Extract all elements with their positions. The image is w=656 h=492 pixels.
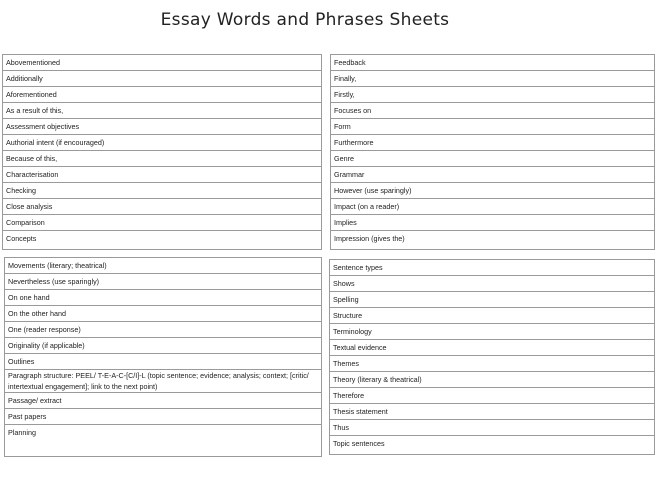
table-row: Paragraph structure: PEEL/ T-E-A-C-[C/I]-L (topic sentence; evidence; analysis; context; [critic/ intertextual engagement]; link to the next point): [5, 370, 321, 393]
table-row: Feedback: [331, 55, 654, 71]
table-row: Theory (literary & theatrical): [330, 372, 654, 388]
table-row: Close analysis: [3, 199, 321, 215]
table-row: Form: [331, 119, 654, 135]
table-row: Abovementioned: [3, 55, 321, 71]
word-table-top-left: [2, 54, 322, 250]
table-row: Passage/ extract: [5, 393, 321, 409]
page-title: Essay Words and Phrases Sheets: [160, 10, 450, 30]
table-row: Planning: [8, 428, 36, 437]
table-row: Authorial intent (if encouraged): [3, 135, 321, 151]
table-row: Thus: [330, 420, 654, 436]
table-row: Sentence types: [330, 260, 654, 276]
table-row: Nevertheless (use sparingly): [5, 274, 321, 290]
table-row: One (reader response): [5, 322, 321, 338]
table-row: Impression (gives the): [334, 234, 405, 243]
table-row: As a result of this,: [3, 103, 321, 119]
word-table-top-right: [330, 54, 655, 250]
table-row: Comparison: [3, 215, 321, 231]
table-row: Because of this,: [3, 151, 321, 167]
table-row: Assessment objectives: [3, 119, 321, 135]
table-row: Impact (on a reader): [331, 199, 654, 215]
table-row: Topic sentences: [333, 439, 385, 448]
table-row: Shows: [330, 276, 654, 292]
table-row: Originality (if applicable): [5, 338, 321, 354]
table-row: Finally,: [331, 71, 654, 87]
table-row: Past papers: [5, 409, 321, 425]
table-row: Movements (literary; theatrical): [5, 258, 321, 274]
table-row: Genre: [331, 151, 654, 167]
table-row: However (use sparingly): [331, 183, 654, 199]
word-table-bottom-right: [329, 259, 655, 455]
table-row: Themes: [330, 356, 654, 372]
table-row: Outlines: [5, 354, 321, 370]
table-row: Firstly,: [331, 87, 654, 103]
table-row: On one hand: [5, 290, 321, 306]
table-row: Furthermore: [331, 135, 654, 151]
table-row: Characterisation: [3, 167, 321, 183]
table-row: Therefore: [330, 388, 654, 404]
table-row: Thesis statement: [330, 404, 654, 420]
table-row: Structure: [330, 308, 654, 324]
table-row: Checking: [3, 183, 321, 199]
table-row: On the other hand: [5, 306, 321, 322]
table-row: Terminology: [330, 324, 654, 340]
table-row: Focuses on: [331, 103, 654, 119]
table-row: Textual evidence: [330, 340, 654, 356]
table-row: Spelling: [330, 292, 654, 308]
table-row: Grammar: [331, 167, 654, 183]
table-row: Implies: [331, 215, 654, 231]
table-row: Additionally: [3, 71, 321, 87]
word-table-bottom-left: [4, 257, 322, 457]
table-row: Concepts: [6, 234, 37, 243]
table-row: Aforementioned: [3, 87, 321, 103]
